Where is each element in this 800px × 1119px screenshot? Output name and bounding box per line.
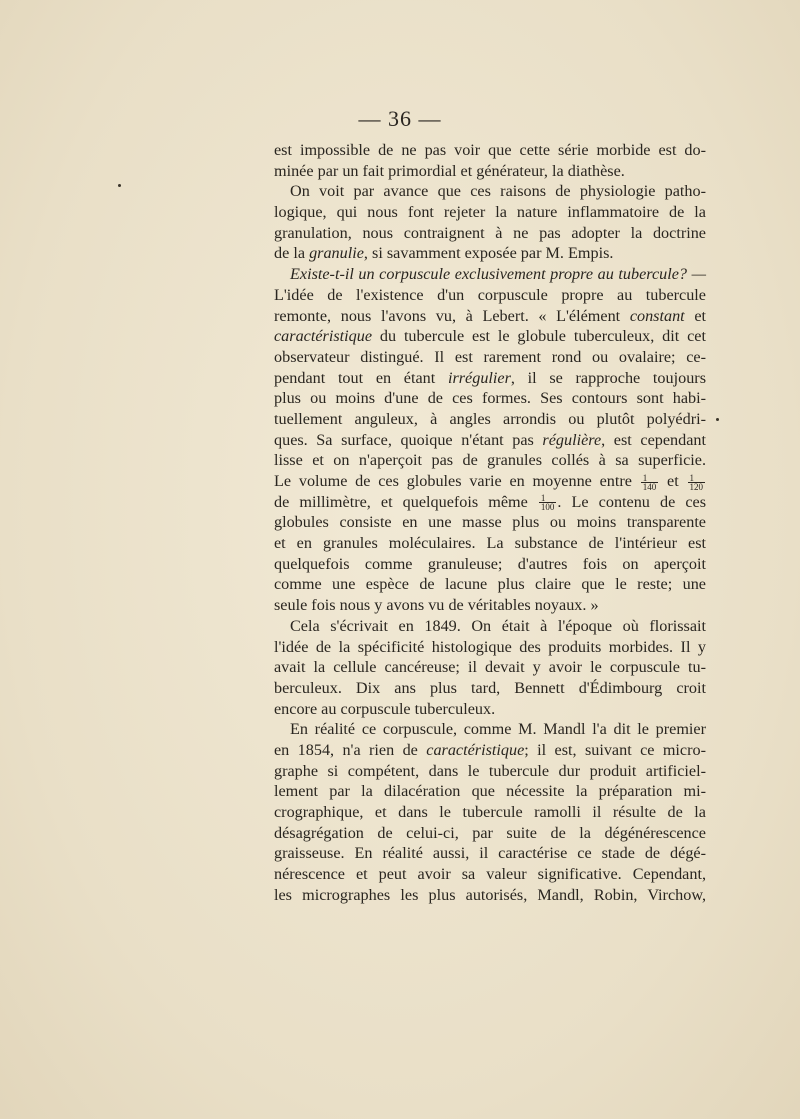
text-line: quelquefois comme granuleuse; d'autres fois on aperçoit xyxy=(274,554,706,573)
text-line: et en granules moléculaires. La substance de l'intérieur est xyxy=(274,534,706,553)
text-line: de millimètre, et quelquefois même $\frac{1}{100}$ . Le contenu de ces xyxy=(274,492,706,513)
text-line: nérescence et peut avoir sa valeur significative. Cependant, xyxy=(274,865,706,884)
text-line: les micrographes les plus autorisés, Mandl, Robin, Virchow, xyxy=(274,885,706,904)
text-line: lisse et on n'aperçoit pas de granules collés à sa superficie. xyxy=(274,451,706,470)
text-line: comme une espèce de lacune plus claire que le reste; une xyxy=(274,575,706,594)
text-line: désagrégation de celui-ci, par suite de la dégénérescence xyxy=(274,823,706,842)
text-line: tuellement anguleux, à angles arrondis ou plutôt polyédri- xyxy=(274,409,706,428)
paper-speck xyxy=(118,184,121,187)
text-line: caractéristique du tubercule est le globule tuberculeux, dit cet xyxy=(274,327,706,346)
text-line: berculeux. Dix ans plus tard, Bennett d'Édimbourg croit xyxy=(274,678,706,697)
text-line: l'idée de la spécificité histologique des produits morbides. Il y xyxy=(274,637,706,656)
text-line: avait la cellule cancéreuse; il devait y avoir le corpuscule tu- xyxy=(274,658,706,677)
text-line: encore au corpuscule tuberculeux. xyxy=(274,699,496,718)
text-line: observateur distingué. Il est rarement rond ou ovalaire; ce- xyxy=(274,347,706,366)
text-line: de la granulie, si savamment exposée par M. Empis. xyxy=(274,244,614,263)
text-line: lement par la dilacération que nécessite la préparation mi- xyxy=(274,782,706,801)
paper-speck xyxy=(716,418,719,421)
text-line: est impossible de ne pas voir que cette série morbide est do- xyxy=(274,141,706,159)
text-line: graisseuse. En réalité aussi, il caractérise ce stade de dégé- xyxy=(274,844,706,863)
text-line: En réalité ce corpuscule, comme M. Mandl l'a dit le premier xyxy=(290,720,706,739)
text-line: logique, qui nous font rejeter la nature inflammatoire de la xyxy=(274,203,706,222)
text-line: On voit par avance que ces raisons de physiologie patho- xyxy=(290,182,706,201)
text-line: Le volume de ces globules varie en moyenne entre $\frac{1}{140}$ et $\frac{1}{120}$ xyxy=(274,472,704,492)
text-line: crographique, et dans le tubercule ramolli il résulte de la xyxy=(274,803,706,821)
text-line: minée par un fait primordial et générateur, la diathèse. xyxy=(274,161,625,180)
text-line: L'idée de l'existence d'un corpuscule propre au tubercule xyxy=(274,285,706,304)
text-line: plus ou moins d'une de ces formes. Ses contours sont habi- xyxy=(274,389,706,408)
text-line: ques. Sa surface, quoique n'étant pas régulière, est cependant xyxy=(274,430,706,449)
text-line: globules consiste en une masse plus ou moins transparente xyxy=(274,513,706,532)
text-line: seule fois nous y avons vu de véritables noyaux. » xyxy=(274,596,599,615)
text-line: granulation, nous contraignent à ne pas adopter la doctrine xyxy=(274,223,706,242)
body-text xyxy=(274,140,706,905)
text-line: pendant tout en étant irrégulier, il se rapproche toujours xyxy=(274,368,706,387)
text-line: remonte, nous l'avons vu, à Lebert. « L'élément constant et xyxy=(274,306,706,325)
text-line: en 1854, n'a rien de caractéristique; il est, suivant ce micro- xyxy=(274,740,706,759)
text-line: Existe-t-il un corpuscule exclusivement propre au tubercule? — xyxy=(290,265,706,284)
text-line: Cela s'écrivait en 1849. On était à l'époque où florissait xyxy=(290,616,706,635)
page-number: — 36 — xyxy=(358,106,442,131)
text-line: graphe si compétent, dans le tubercule dur produit artificiel- xyxy=(274,761,706,780)
